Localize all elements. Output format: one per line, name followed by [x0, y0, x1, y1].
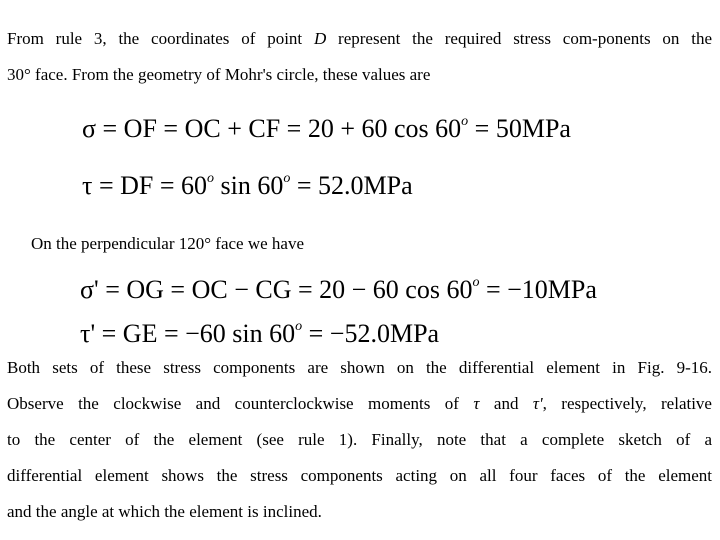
conclusion-line-2: Observe the clockwise and counterclockwise moments of τ and τ', respectively, relative — [7, 394, 712, 413]
intro-line-1: From rule 3, the coordinates of point D represent the required stress com-ponents on the — [7, 29, 712, 48]
conclusion-line-4: differential element shows the stress components acting on all four faces of the element — [7, 466, 712, 485]
conclusion-paragraph — [7, 350, 712, 530]
conclusion-line-1: Both sets of these stress components are shown on the differential element in Fig. 9-16. — [7, 358, 712, 377]
intro-paragraph — [7, 21, 712, 93]
intro-line-2: 30° face. From the geometry of Mohr's circle, these values are — [7, 65, 431, 84]
conclusion-line-5: and the angle at which the element is inclined. — [7, 502, 322, 521]
equation-normal-stress-30: σ = OF = OC + CF = 20 + 60 $\cos 60^o = 50MPa$ — [82, 114, 571, 143]
equation-shear-stress-120: τ' = GE = −60 $\sin 60^o = -52.0MPa$ — [80, 319, 440, 348]
point-label: D — [313, 29, 327, 48]
perpendicular-face-paragraph: On the perpendicular 120° face we have — [31, 234, 305, 253]
equation-shear-stress-30: τ = DF = $60^o$ $\sin 60^o = 52.0MPa$ — [82, 171, 413, 200]
conclusion-line-3: to the center of the element (see rule 1). Finally, note that a complete sketch of a — [7, 430, 712, 449]
equation-normal-stress-120: σ' = OG = OC − CG = 20 − 60 $\cos 60^o = -10MPa$ — [80, 275, 597, 304]
